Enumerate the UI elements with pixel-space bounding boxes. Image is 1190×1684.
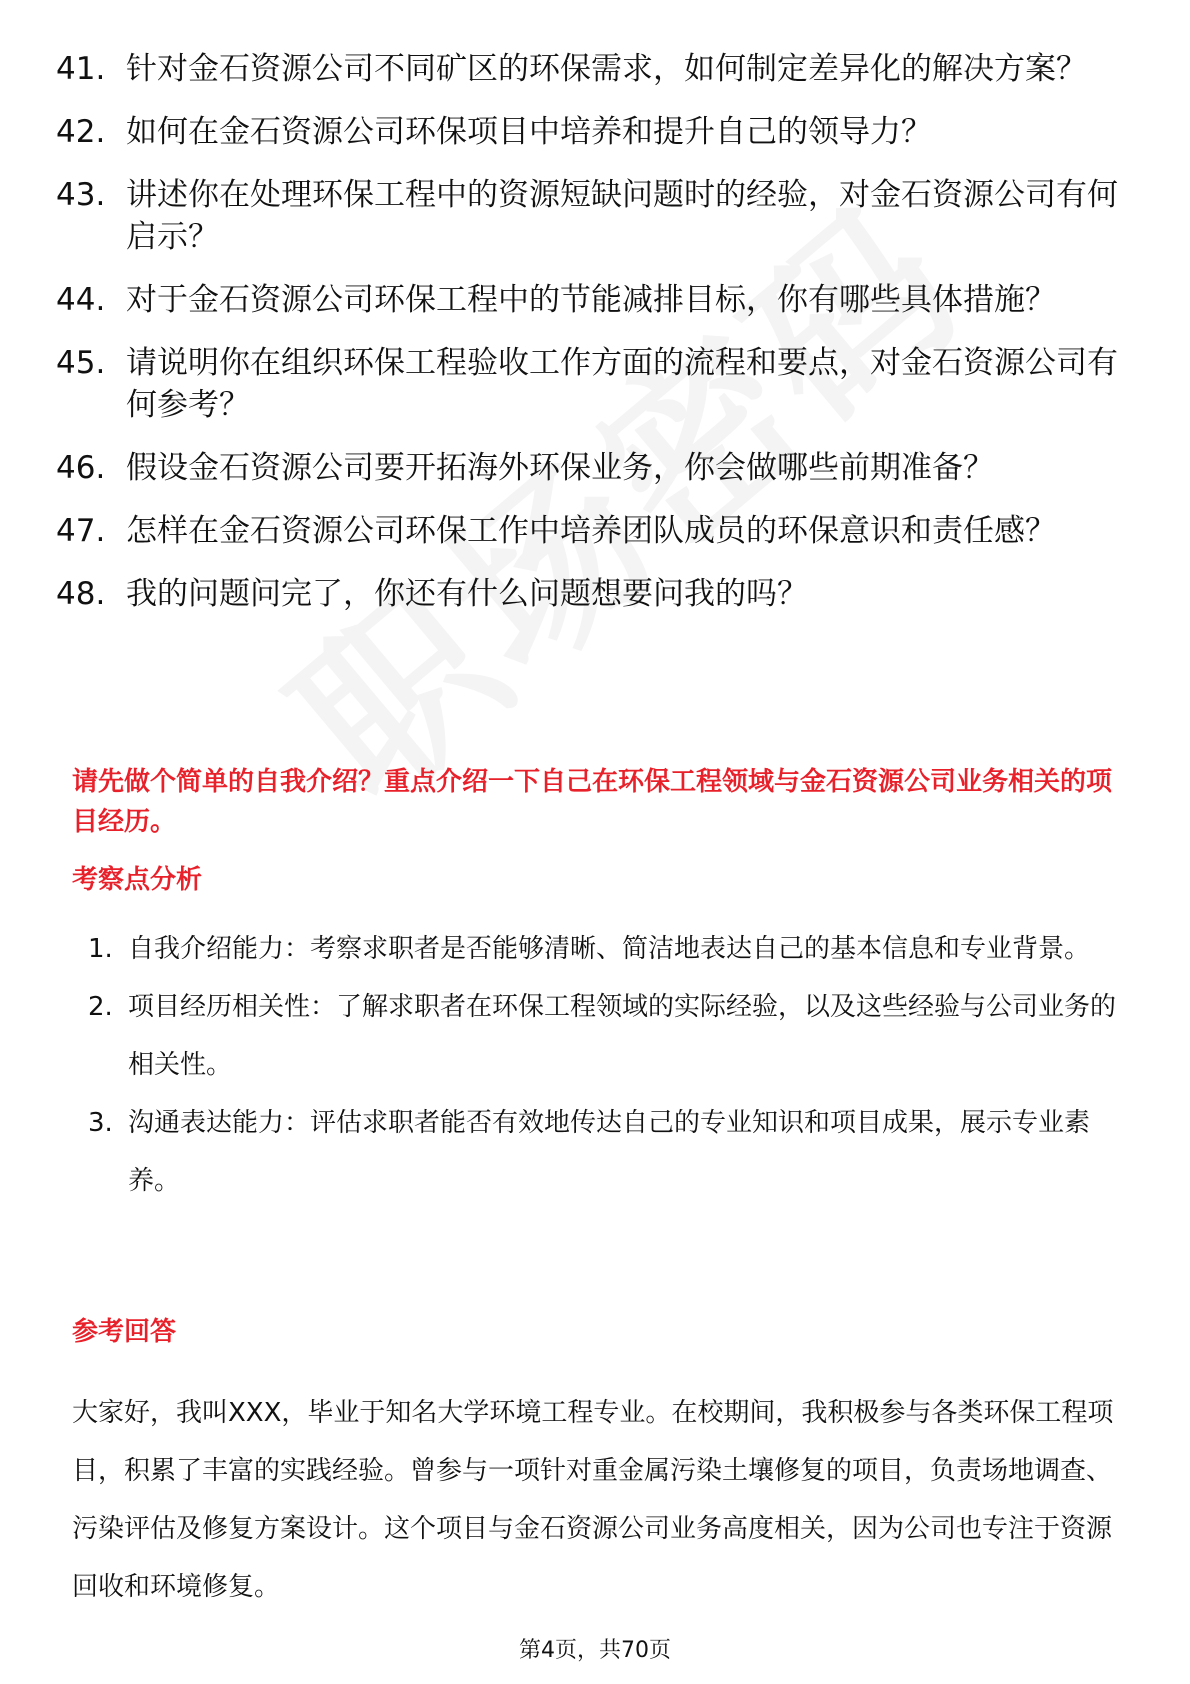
question-item bbox=[56, 342, 1136, 426]
question-item bbox=[56, 48, 1136, 90]
question-item bbox=[56, 174, 1136, 258]
question-number: 41. bbox=[56, 51, 106, 87]
question-text: 对于金石资源公司环保工程中的节能减排目标，你有哪些具体措施？ bbox=[126, 282, 1056, 318]
question-item bbox=[56, 447, 1136, 489]
point-number: 3. bbox=[88, 1108, 113, 1138]
analysis-point bbox=[88, 1094, 1128, 1210]
question-text: 怎样在金石资源公司环保工作中培养团队成员的环保意识和责任感？ bbox=[126, 513, 1056, 549]
question-list bbox=[56, 48, 1136, 636]
point-text: 项目经历相关性：了解求职者在环保工程领域的实际经验，以及这些经验与公司业务的相关性。 bbox=[128, 992, 1117, 1080]
question-text: 如何在金石资源公司环保项目中培养和提升自己的领导力？ bbox=[126, 114, 932, 150]
question-text: 请说明你在组织环保工程验收工作方面的流程和要点，对金石资源公司有何参考？ bbox=[126, 345, 1118, 423]
question-item bbox=[56, 279, 1136, 321]
question-item bbox=[56, 111, 1136, 153]
question-number: 45. bbox=[56, 345, 106, 381]
question-text: 讲述你在处理环保工程中的资源短缺问题时的经验，对金石资源公司有何启示？ bbox=[126, 177, 1118, 255]
point-text: 自我介绍能力：考察求职者是否能够清晰、简洁地表达自己的基本信息和专业背景。 bbox=[128, 934, 1091, 964]
reference-answer: 大家好，我叫XXX，毕业于知名大学环境工程专业。在校期间，我积极参与各类环保工程项目，积累了丰富的实践经验。曾参与一项针对重金属污染土壤修复的项目，负责场地调查、污染评估及修复方案设计。这个项目与金石资源公司业务高度相关，因为公司也专注于资源回收和环境修复。 bbox=[72, 1398, 1114, 1602]
analysis-heading: 考察点分析 bbox=[72, 865, 203, 895]
analysis-point bbox=[88, 978, 1128, 1094]
point-number: 2. bbox=[88, 992, 113, 1022]
analysis-point-list bbox=[88, 920, 1128, 1210]
question-number: 44. bbox=[56, 282, 106, 318]
question-text: 我的问题问完了，你还有什么问题想要问我的吗？ bbox=[126, 576, 808, 612]
question-number: 48. bbox=[56, 576, 106, 612]
question-number: 43. bbox=[56, 177, 106, 213]
question-item bbox=[56, 510, 1136, 552]
analysis-point bbox=[88, 920, 1128, 978]
highlight-question: 请先做个简单的自我介绍？重点介绍一下自己在环保工程领域与金石资源公司业务相关的项目经历。 bbox=[72, 767, 1113, 837]
page-number: 第4页，共70页 bbox=[519, 1638, 671, 1663]
question-item bbox=[56, 573, 1136, 615]
question-text: 假设金石资源公司要开拓海外环保业务，你会做哪些前期准备？ bbox=[126, 450, 994, 486]
question-number: 47. bbox=[56, 513, 106, 549]
question-number: 42. bbox=[56, 114, 106, 150]
point-number: 1. bbox=[88, 934, 113, 964]
reference-heading: 参考回答 bbox=[72, 1317, 177, 1347]
question-text: 针对金石资源公司不同矿区的环保需求，如何制定差异化的解决方案？ bbox=[126, 51, 1087, 87]
point-text: 沟通表达能力：评估求职者能否有效地传达自己的专业知识和项目成果，展示专业素养。 bbox=[128, 1108, 1091, 1196]
question-number: 46. bbox=[56, 450, 106, 486]
